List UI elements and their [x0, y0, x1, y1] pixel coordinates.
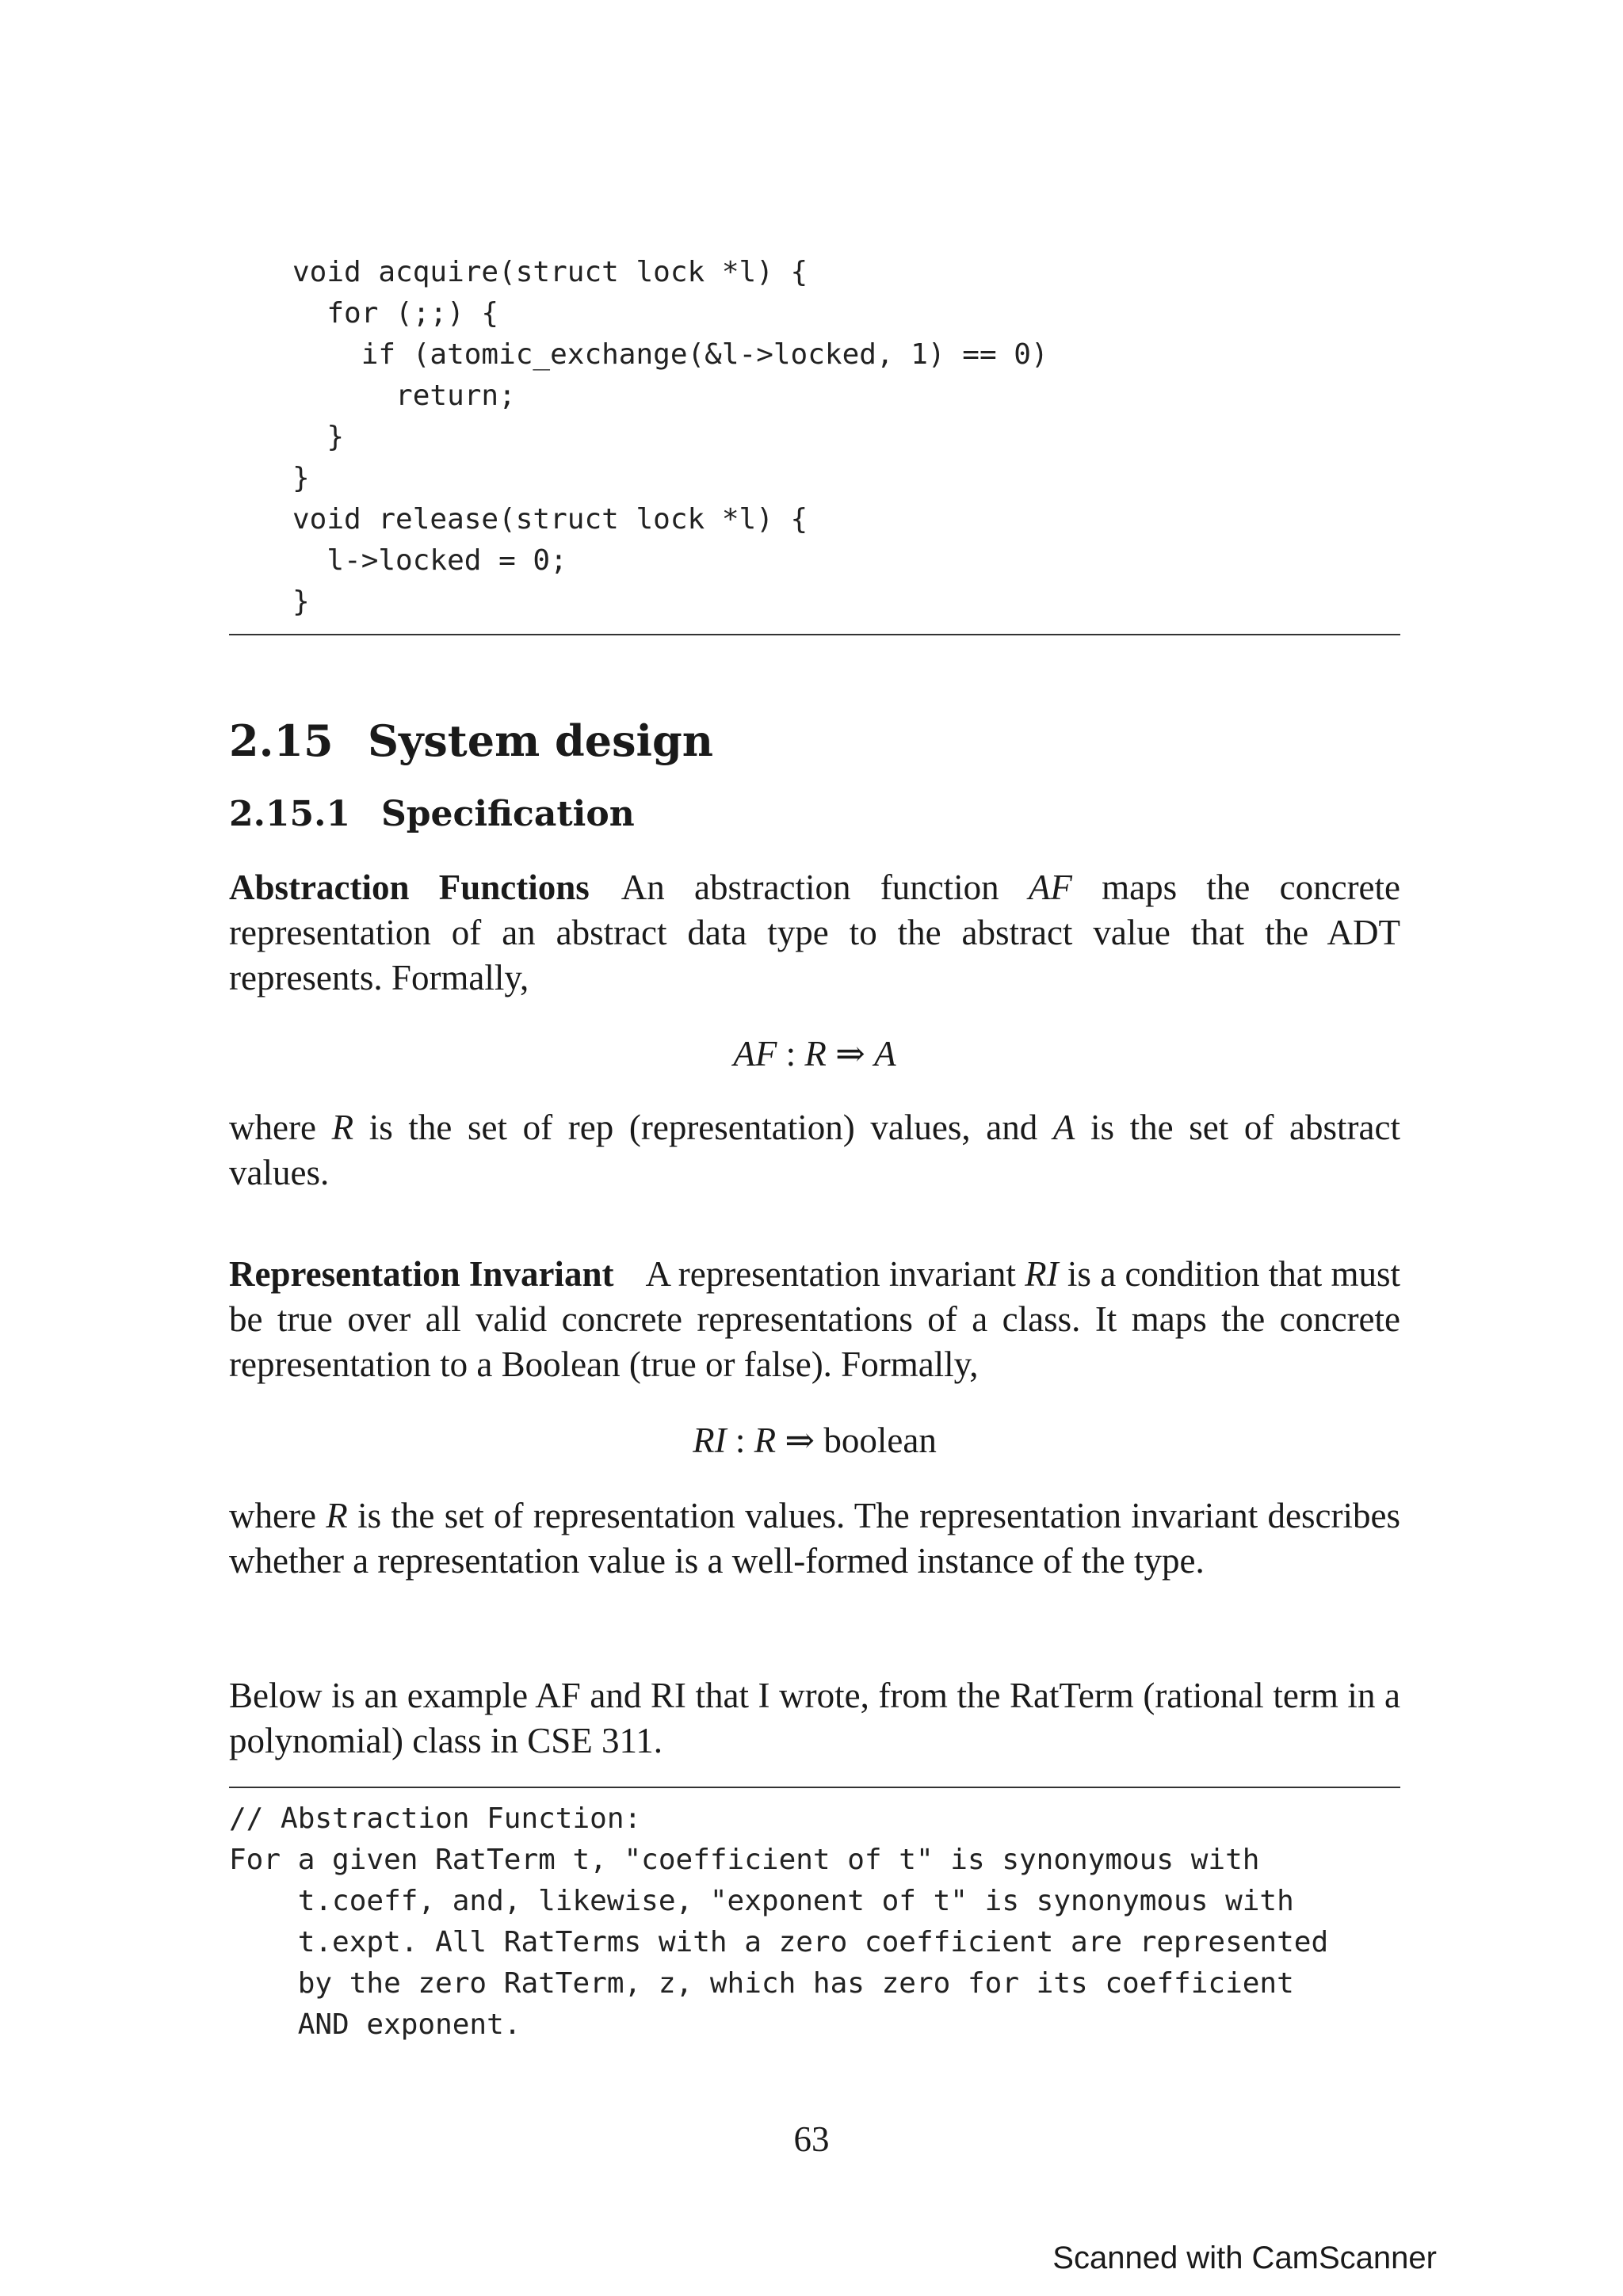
math-a: A: [874, 1034, 896, 1074]
math-colon: :: [777, 1034, 805, 1074]
ri-formula: [229, 1417, 1400, 1464]
text-run: where: [229, 1108, 332, 1147]
af-formula: [229, 1030, 1400, 1077]
page-number: 63: [793, 2119, 830, 2159]
text-run: is a condition that must be true over all valid concrete representations of a class. It maps the concrete representation to a Boolean (true or false). Formally,: [229, 1254, 1400, 1384]
math-boolean: boolean: [823, 1421, 937, 1460]
section-number: 2.15: [229, 715, 334, 766]
math-colon: :: [726, 1421, 754, 1460]
example-intro-paragraph: Below is an example AF and RI that I wrote, from the RatTerm (rational term in a polynomial) class in CSE 311.: [229, 1676, 1400, 1760]
math-af: AF: [733, 1034, 777, 1074]
representation-invariant-heading: Representation Invariant: [229, 1254, 614, 1294]
horizontal-rule: [229, 634, 1400, 635]
subsection-title: Specification: [381, 794, 635, 834]
math-r: R: [326, 1496, 348, 1535]
subsection-number: 2.15.1: [229, 794, 351, 834]
horizontal-rule: [229, 1787, 1400, 1788]
math-ri: RI: [693, 1421, 727, 1460]
implies-arrow: ⇒: [776, 1421, 824, 1460]
code-block-lock: void acquire(struct lock *l) { for (;;) { if (atomic_exchange(&l->locked, 1) == 0) return; } } void release(struct lock *l) { l->locked = 0; }: [292, 256, 1048, 618]
math-r: R: [754, 1421, 777, 1460]
section-heading: [229, 713, 713, 769]
text-run: is the set of representation values. The representation invariant describes whether a representation value is a well-formed instance of the type.: [229, 1496, 1400, 1581]
af-where-paragraph: [229, 1105, 1400, 1196]
code-block-abstraction-function: // Abstraction Function: For a given RatTerm t, "coefficient of t" is synonymous with t.coeff, and, likewise, "exponent of t" is synonymous with t.expt. All RatTerms with a zero coefficient are represented by the zero RatTerm, z, which has zero for its coefficient AND exponent.: [229, 1802, 1329, 2041]
ri-where-paragraph: [229, 1493, 1400, 1584]
math-r: R: [804, 1034, 827, 1074]
representation-invariant-paragraph: [229, 1252, 1400, 1387]
abstraction-function-paragraph: [229, 865, 1400, 1001]
text-run: is the set of rep (representation) values, and: [353, 1108, 1053, 1147]
text-run: A representation invariant: [645, 1254, 1025, 1294]
math-a: A: [1052, 1108, 1075, 1147]
math-af: AF: [1028, 868, 1072, 907]
text-run: is the set of abstract values.: [229, 1108, 1400, 1192]
implies-arrow: ⇒: [826, 1034, 875, 1074]
text-run: maps the concrete representation of an abstract data type to the abstract value that the ADT represents. Formally,: [229, 868, 1400, 997]
text-run: An abstraction function: [621, 868, 1029, 907]
math-r: R: [331, 1108, 354, 1147]
text-run: where: [229, 1496, 327, 1535]
scanner-watermark: Scanned with CamScanner: [1052, 2241, 1437, 2275]
subsection-heading: [229, 791, 635, 838]
math-ri: RI: [1025, 1254, 1059, 1294]
section-title: System design: [368, 715, 714, 766]
abstraction-function-heading: Abstraction Functions: [229, 868, 590, 907]
